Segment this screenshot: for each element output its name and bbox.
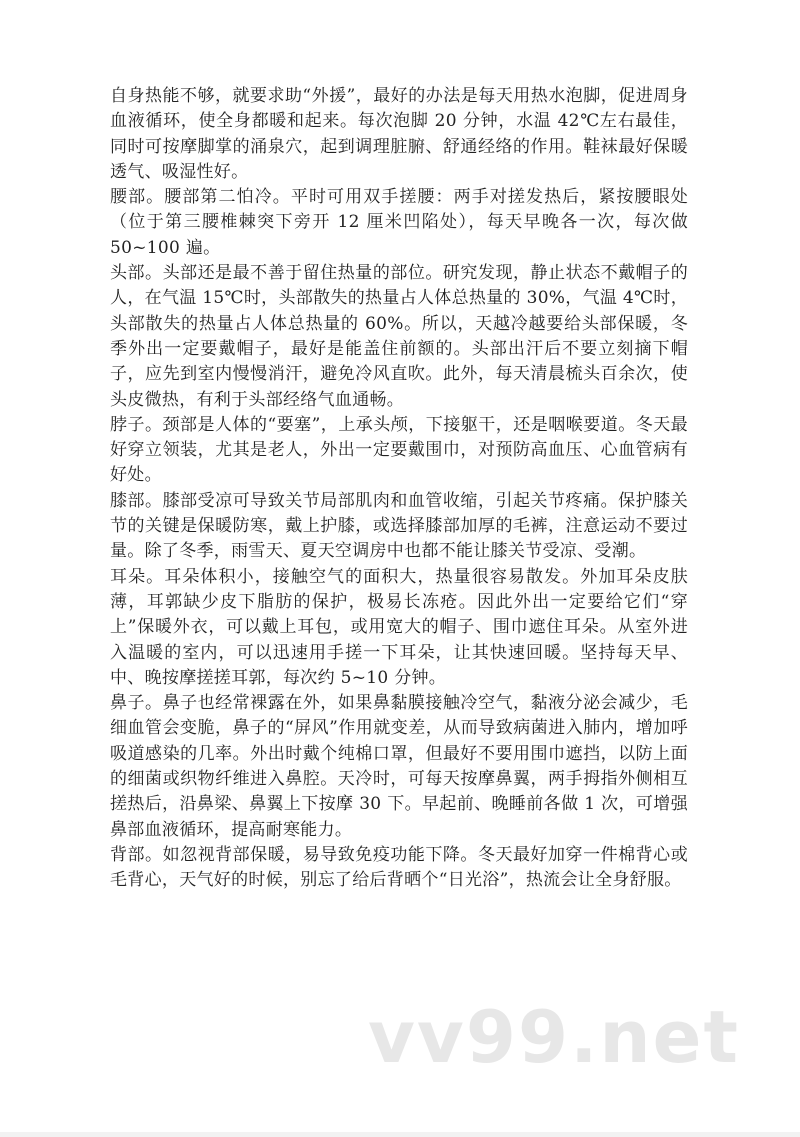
- watermark: vv99.net: [368, 995, 740, 1079]
- article-body: [110, 84, 688, 894]
- page-bottom-edge: [0, 1132, 800, 1137]
- paragraph-head: 头部。头部还是最不善于留住热量的部位。研究发现，静止状态不戴帽子的人，在气温 15℃时，头部散失的热量占人体总热量的 30%，气温 4℃时，头部散失的热量占人体总热量的 60%。所以，天越冷越要给头部保暖，冬季外出一定要戴帽子，最好是能盖住前额的。头部出汗后不要立刻摘下帽子，应先到室内慢慢消汗，避免冷风直吹。此外，每天清晨梳头百余次，使头皮微热，有利于头部经络气血通畅。: [110, 263, 688, 410]
- paragraph-foot-warmth: 自身热能不够，就要求助“外援”，最好的办法是每天用热水泡脚，促进周身血液循环，使全身都暖和起来。每次泡脚 20 分钟，水温 42℃左右最佳，同时可按摩脚掌的涌泉穴，起到调理脏腑、舒通经络的作用。鞋袜最好保暖透气、吸湿性好。: [110, 86, 688, 182]
- paragraph-neck: 脖子。颈部是人体的“要塞”，上承头颅，下接躯干，还是咽喉要道。冬天最好穿立领装，尤其是老人，外出一定要戴围巾，对预防高血压、心血管病有好处。: [110, 414, 688, 486]
- paragraph-waist: 腰部。腰部第二怕冷。平时可用双手搓腰：两手对搓发热后，紧按腰眼处（位于第三腰椎棘突下旁开 12 厘米凹陷处），每天早晚各一次，每次做 50~100 遍。: [110, 187, 688, 258]
- paragraph-ears: 耳朵。耳朵体积小，接触空气的面积大，热量很容易散发。外加耳朵皮肤薄，耳郭缺少皮下脂肪的保护，极易长冻疮。因此外出一定要给它们“穿上”保暖外衣，可以戴上耳包，或用宽大的帽子、围巾遮住耳朵。从室外进入温暖的室内，可以迅速用手搓一下耳朵，让其快速回暖。坚持每天早、中、晚按摩搓搓耳郭，每次约 5~10 分钟。: [110, 566, 688, 688]
- paragraph-nose: 鼻子。鼻子也经常裸露在外，如果鼻黏膜接触冷空气，黏液分泌会减少，毛细血管会变脆，鼻子的“屏风”作用就变差，从而导致病菌进入肺内，增加呼吸道感染的几率。外出时戴个纯棉口罩，但最好不要用围巾遮挡，以防上面的细菌或织物纤维进入鼻腔。天冷时，可每天按摩鼻翼，两手拇指外侧相互搓热后，沿鼻梁、鼻翼上下按摩 30 下。早起前、晚睡前各做 1 次，可增强鼻部血液循环，提高耐寒能力。: [110, 693, 688, 840]
- paragraph-knee: 膝部。膝部受凉可导致关节局部肌肉和血管收缩，引起关节疼痛。保护膝关节的关键是保暖防寒，戴上护膝，或选择膝部加厚的毛裤，注意运动不要过量。除了冬季，雨雪天、夏天空调房中也都不能让膝关节受凉、受潮。: [110, 490, 688, 562]
- paragraph-back: 背部。如忽视背部保暖，易导致免疫功能下降。冬天最好加穿一件棉背心或毛背心，天气好的时候，别忘了给后背晒个“日光浴”，热流会让全身舒服。: [110, 844, 688, 891]
